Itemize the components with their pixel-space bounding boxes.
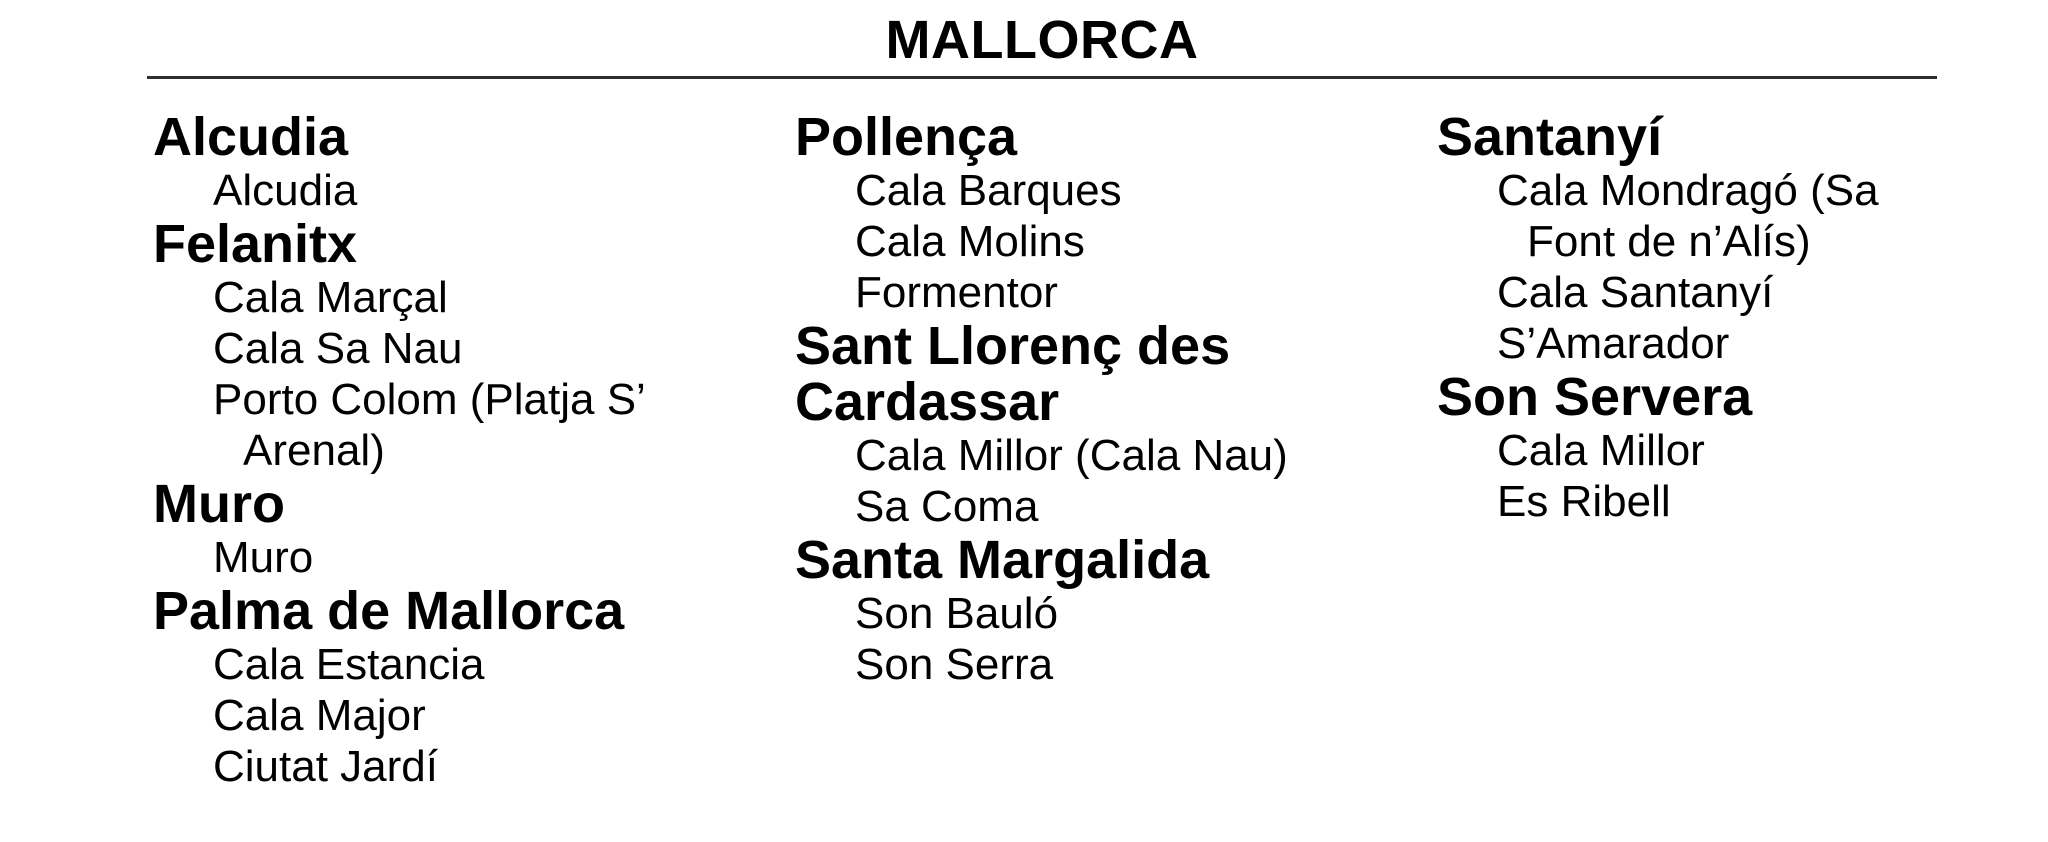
column-3 [1431, 109, 2048, 792]
beach-item: Cala Millor [1497, 426, 1705, 475]
municipality-group [795, 109, 1310, 318]
beach-item: Sa Coma [855, 482, 1039, 531]
municipality-group [153, 476, 668, 583]
municipality-heading: Palma de Mallorca [153, 581, 625, 641]
beach-item: Son Bauló [855, 589, 1059, 638]
municipality-heading: Santanyí [1437, 107, 1663, 167]
municipality-heading: Felanitx [153, 214, 358, 274]
beach-item: Porto Colom (Platja S’ Arenal) [213, 375, 645, 475]
municipality-heading: Sant Llorenç des Cardassar [795, 316, 1231, 432]
beach-item: Cala Mondragó (Sa Font de n’Alís) [1497, 166, 1879, 266]
municipality-group [153, 216, 668, 476]
beach-item: Son Serra [855, 640, 1054, 689]
municipality-group [153, 109, 668, 216]
beach-item: Cala Barques [855, 166, 1122, 215]
beach-item: Muro [213, 533, 314, 582]
beach-directory-columns [147, 109, 2048, 792]
beach-item: Es Ribell [1497, 477, 1671, 526]
beach-item: Cala Millor (Cala Nau) [855, 431, 1288, 480]
municipality-group [1437, 369, 1952, 527]
beach-directory-page [147, 0, 1937, 792]
municipality-group [795, 532, 1310, 690]
beach-item: Cala Marçal [213, 273, 448, 322]
beach-item: Cala Santanyí [1497, 268, 1774, 317]
beach-item: Cala Molins [855, 217, 1085, 266]
column-1 [147, 109, 789, 792]
municipality-heading: Son Servera [1437, 367, 1753, 427]
column-2 [789, 109, 1431, 792]
beach-item: Cala Major [213, 691, 426, 740]
title-rule [147, 76, 1937, 79]
municipality-heading: Pollença [795, 107, 1018, 167]
beach-item: S’Amarador [1497, 319, 1730, 368]
municipality-heading: Alcudia [153, 107, 349, 167]
municipality-group [153, 583, 668, 792]
beach-item: Alcudia [213, 166, 358, 215]
municipality-heading: Santa Margalida [795, 530, 1210, 590]
municipality-heading: Muro [153, 474, 285, 534]
page-title: MALLORCA [885, 10, 1199, 70]
municipality-group [1437, 109, 1952, 369]
beach-item: Cala Sa Nau [213, 324, 463, 373]
beach-item: Ciutat Jardí [213, 742, 438, 791]
beach-item: Cala Estancia [213, 640, 485, 689]
municipality-group [795, 318, 1310, 532]
beach-item: Formentor [855, 268, 1058, 317]
